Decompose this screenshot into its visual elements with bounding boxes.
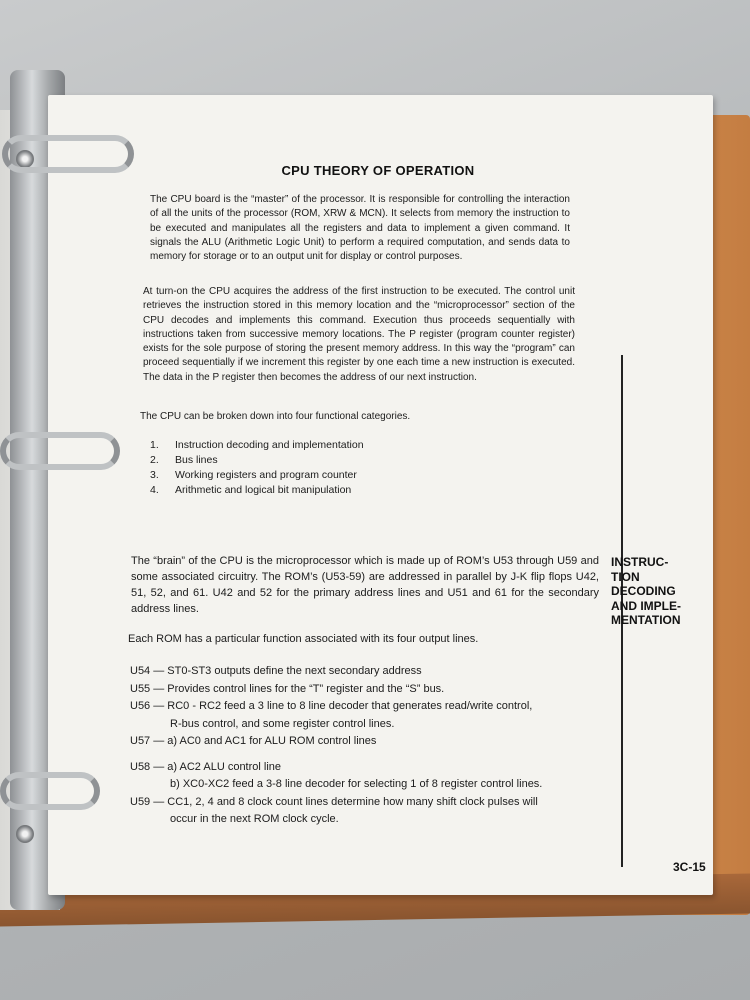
rivet-icon [16, 825, 34, 843]
page-number: 3C-15 [673, 860, 706, 874]
list-item: R-bus control, and some register control lines. [170, 717, 395, 730]
list-item: b) XC0-XC2 feed a 3-8 line decoder for selecting 1 of 8 register control lines. [170, 778, 543, 790]
list-item: U58 — a) AC2 ALU control line [130, 760, 282, 773]
list-item: occur in the next ROM clock cycle. [170, 813, 339, 825]
category-list [150, 438, 364, 498]
side-heading: INSTRUC- TION DECODING AND IMPLE- MENTATION [611, 555, 681, 627]
paragraph-turn-on: At turn-on the CPU acquires the address of the first instruction to be executed. The control unit retrieves the instruction stored in this memory location and the “microprocessor” section of the CPU decodes and implements this command. Execution thus proceeds sequentially with instructions taken from successive memory locations. The P register (program counter register) exists for the sole purpose of storing the present memory address. In this way the “program” can proceed sequentially if we increment this register by one each time a new instruction is executed. The data in the P register then becomes the address of our next instruction. [143, 286, 575, 383]
list-item: U56 — RC0 - RC2 feed a 3 line to 8 line decoder that generates read/write control, [130, 700, 533, 712]
manual-page [48, 95, 713, 895]
paragraph-rom-function: Each ROM has a particular function associated with its four output lines. [128, 633, 479, 645]
list-item: 2. Bus lines [150, 454, 218, 466]
list-item: U54 — ST0-ST3 outputs define the next secondary address [130, 665, 422, 677]
paragraph-intro: The CPU board is the “master” of the processor. It is responsible for controlling the interaction of all the units of the processor (ROM, XRW & MCN). It selects from memory the instruction to be executed and manipulates all the registers and data to implement a given command. It signals the ALU (Arithmetic Logic Unit) to perform a required computation, and sends data to memory for storage or to an output unit for display or control purposes. [150, 194, 570, 263]
rom-line-list [130, 663, 542, 829]
list-item: U57 — a) AC0 and AC1 for ALU ROM control lines [130, 735, 377, 747]
list-item: 3. Working registers and program counter [150, 469, 357, 481]
binder-ring [0, 432, 120, 470]
paragraph-brain: The “brain” of the CPU is the microprocessor which is made up of ROM’s U53 through U59 and some associated circuitry. The ROM’s (U53-59) are addressed in parallel by J-K flip flops U42, 51, 52, and 61. U42 and 52 for the primary address lines and U51 and 61 for the secondary address lines. [131, 555, 599, 615]
paragraph-categories-intro: The CPU can be broken down into four functional categories. [140, 411, 411, 422]
binder-ring [2, 135, 134, 173]
binder-ring [0, 772, 100, 810]
list-item: U59 — CC1, 2, 4 and 8 clock count lines determine how many shift clock pulses will [130, 795, 538, 808]
page-title: CPU THEORY OF OPERATION [281, 163, 475, 178]
list-item: U55 — Provides control lines for the “T” register and the “S” bus. [130, 682, 445, 695]
list-item: 4. Arithmetic and logical bit manipulation [150, 484, 352, 496]
list-item: 1. Instruction decoding and implementation [150, 439, 364, 451]
